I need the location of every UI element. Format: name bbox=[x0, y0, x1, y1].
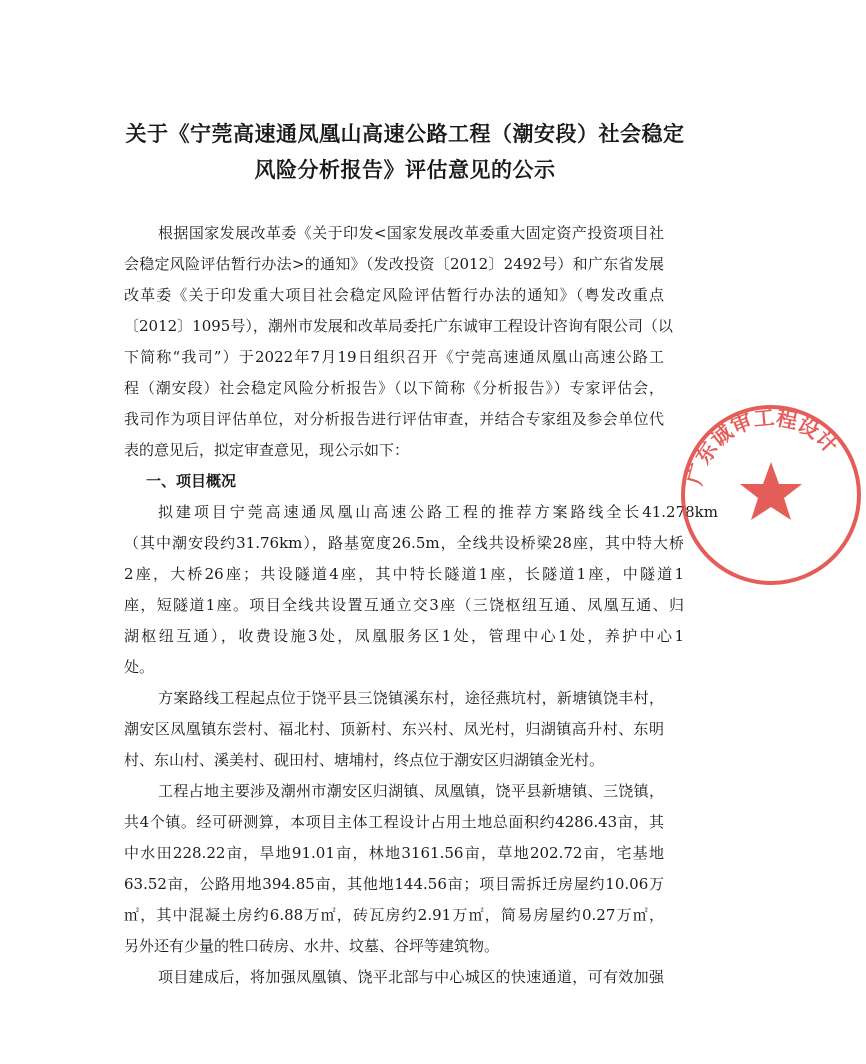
intro-line: 根据国家发展改革委《关于印发<国家发展改革委重大固定资产投资项目社 bbox=[158, 224, 664, 242]
title-line-2: 风险分析报告》评估意见的公示 bbox=[254, 158, 556, 182]
intro-line: 改革委《关于印发重大项目社会稳定风险评估暂行办法的通知》（粤发改重点 bbox=[124, 286, 664, 304]
para3-line: 另外还有少量的牲口砖房、水井、坟墓、谷坪等建筑物。 bbox=[124, 937, 500, 955]
para3-line: 工程占地主要涉及潮州市潮安区归湖镇、凤凰镇，饶平县新塘镇、三饶镇， bbox=[158, 782, 664, 800]
intro-line: 会稳定风险评估暂行办法>的通知》（发改投资〔2012〕2492号）和广东省发展 bbox=[124, 255, 664, 273]
para2-line: 方案路线工程起点位于饶平县三饶镇溪东村，途径燕坑村，新塘镇饶丰村， bbox=[158, 689, 664, 707]
intro-line: 表的意见后，拟定审查意见，现公示如下： bbox=[124, 441, 410, 459]
seal-star-icon bbox=[740, 462, 802, 520]
para2-line: 村、东山村、溪美村、砚田村、塘埔村，终点位于潮安区归湖镇金光村。 bbox=[124, 751, 605, 769]
document-title bbox=[100, 116, 710, 188]
section-heading: 一、项目概况 bbox=[146, 472, 237, 490]
title-line-1: 关于《宁莞高速通凤凰山高速公路工程（潮安段）社会稳定 bbox=[125, 122, 685, 146]
intro-line: 程（潮安段）社会稳定风险分析报告》（以下简称《分析报告》）专家评估会， bbox=[124, 379, 664, 397]
para1-line: 处。 bbox=[124, 658, 155, 676]
para1-line: 拟建项目宁莞高速通凤凰山高速公路工程的推荐方案路线全长41.278km bbox=[158, 503, 718, 521]
intro-line: 下简称“我司”）于2022年7月19日组织召开《宁莞高速通凤凰山高速公路工 bbox=[124, 348, 664, 366]
company-seal bbox=[676, 400, 866, 590]
intro-line: 〔2012〕1095号），潮州市发展和改革局委托广东诚审工程设计咨询有限公司（以 bbox=[124, 317, 673, 335]
intro-line: 我司作为项目评估单位，对分析报告进行评估审查，并结合专家组及参会单位代 bbox=[124, 410, 664, 428]
para3-line: 共4个镇。经可研测算，本项目主体工程设计占用土地总面积约4286.43亩，其 bbox=[124, 813, 664, 831]
para3-line: ㎡，其中混凝土房约6.88万㎡，砖瓦房约2.91万㎡，简易房屋约0.27万㎡， bbox=[124, 906, 664, 924]
para2-line: 潮安区凤凰镇东尝村、福北村、顶新村、东兴村、凤光村，归湖镇高升村、东明 bbox=[124, 720, 664, 738]
para1-line: 2座，大桥26座；共设隧道4座，其中特长隧道1座，长隧道1座，中隧道1 bbox=[124, 565, 684, 583]
para4-line: 项目建成后，将加强凤凰镇、饶平北部与中心城区的快速通道，可有效加强 bbox=[158, 968, 664, 986]
seal-text: 广东诚审工程设计 bbox=[682, 405, 843, 488]
para1-line: 座，短隧道1座。项目全线共设置互通立交3座（三饶枢纽互通、凤凰互通、归 bbox=[124, 596, 684, 614]
para1-line: （其中潮安段约31.76km），路基宽度26.5m，全线共设桥梁28座，其中特大桥 bbox=[124, 534, 684, 552]
para3-line: 中水田228.22亩，旱地91.01亩，林地3161.56亩，草地202.72亩，宅基地 bbox=[124, 844, 664, 862]
para3-line: 63.52亩，公路用地394.85亩，其他地144.56亩；项目需拆迁房屋约10.06万 bbox=[124, 875, 664, 893]
para1-line: 湖枢纽互通），收费设施3处，凤凰服务区1处，管理中心1处，养护中心1 bbox=[124, 627, 684, 645]
